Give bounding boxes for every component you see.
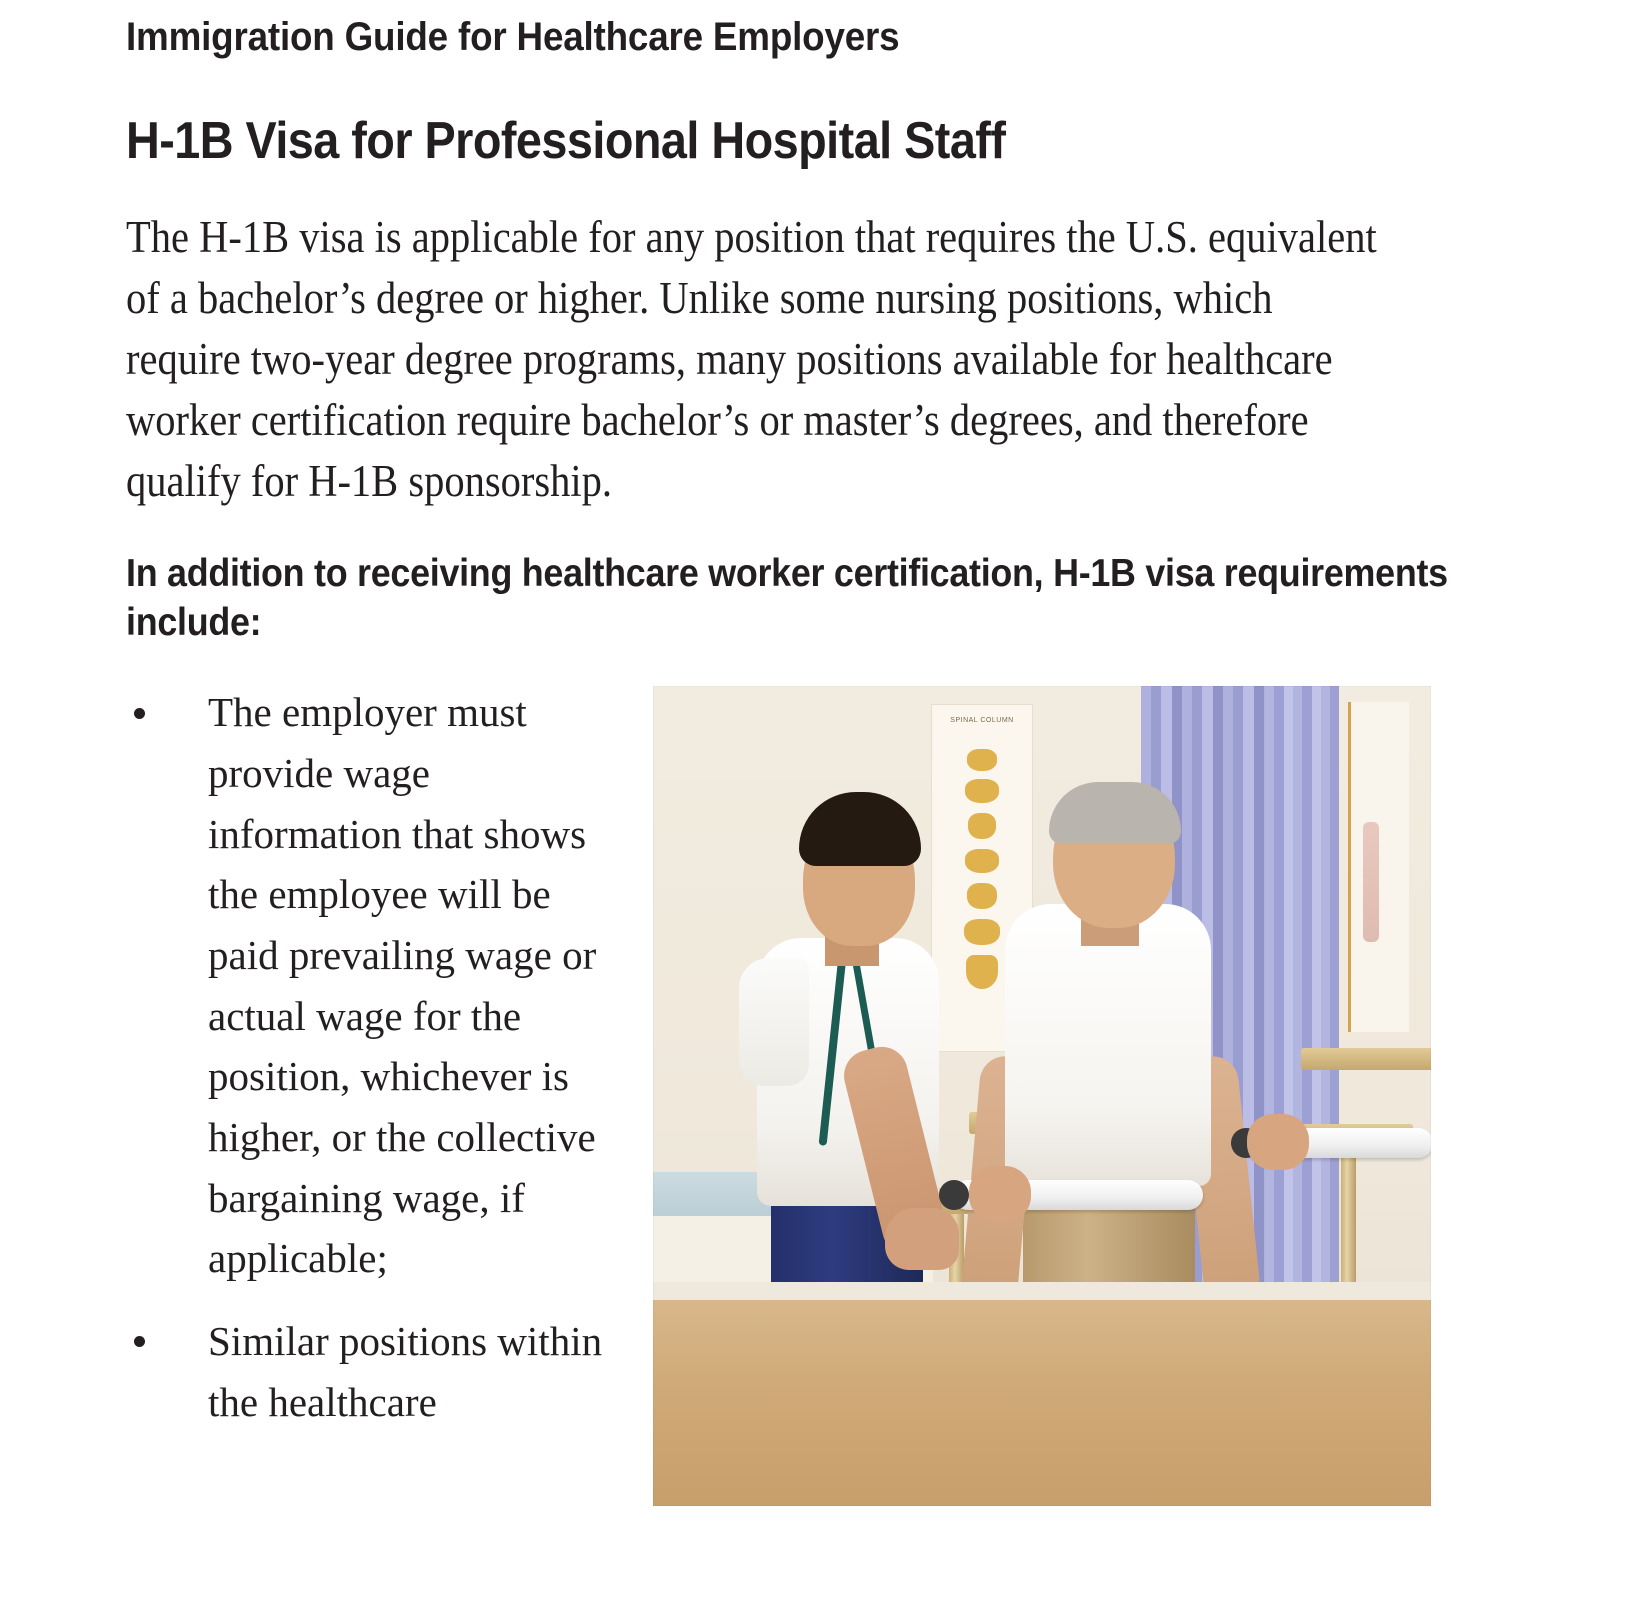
requirements-lead-in: In addition to receiving healthcare worker certification, H-1B visa requirements include: [126,551,1448,645]
physiotherapy-photo [653,686,1431,1506]
page-content [126,0,1471,1516]
section-heading: H-1B Visa for Professional Hospital Staff [126,112,1006,170]
wall-chart [1348,702,1409,1032]
bullet-point-icon [134,708,145,719]
patient-torso [1005,904,1211,1186]
vertebra-icon [968,813,996,839]
bullet-point-icon [134,1336,145,1347]
parallel-bar-bracket [1301,1048,1431,1070]
intro-paragraph: The H-1B visa is applicable for any position that requires the U.S. equivalent of a bachelor’s degree or higher. Unlike some nursing positions, which require two-year degree programs, many positions available for healthcare worker certification require bachelor’s or master’s degrees, and therefore qualify for H-1B sponsorship. [126,211,1377,507]
photo-scene [653,686,1431,1506]
patient-hair [1049,782,1181,844]
list-item [126,1311,678,1432]
list-item [126,682,678,1289]
patient-grip-hand [969,1166,1031,1222]
vertebra-icon [965,779,999,803]
patient-grip-hand [1247,1114,1309,1170]
therapist-hand [885,1208,959,1270]
room-floor [653,1296,1431,1506]
running-head: Immigration Guide for Healthcare Employers [126,15,900,59]
vertebra-icon [965,849,999,873]
vertebra-icon [967,749,997,771]
poster-title: SPINAL COLUMN [950,717,1014,725]
therapist-sleeve [739,958,809,1086]
list-item-text: Similar positions within the healthcare [208,1318,603,1425]
vertebra-icon [964,919,1000,945]
sacrum-icon [966,955,998,989]
vertebra-icon [967,883,997,909]
list-item-text: The employer must provide wage information that shows the employee will be paid prevailing wage or actual wage for the position, whichever is higher, or the collective bargaining wage, if applicable; [208,689,597,1282]
